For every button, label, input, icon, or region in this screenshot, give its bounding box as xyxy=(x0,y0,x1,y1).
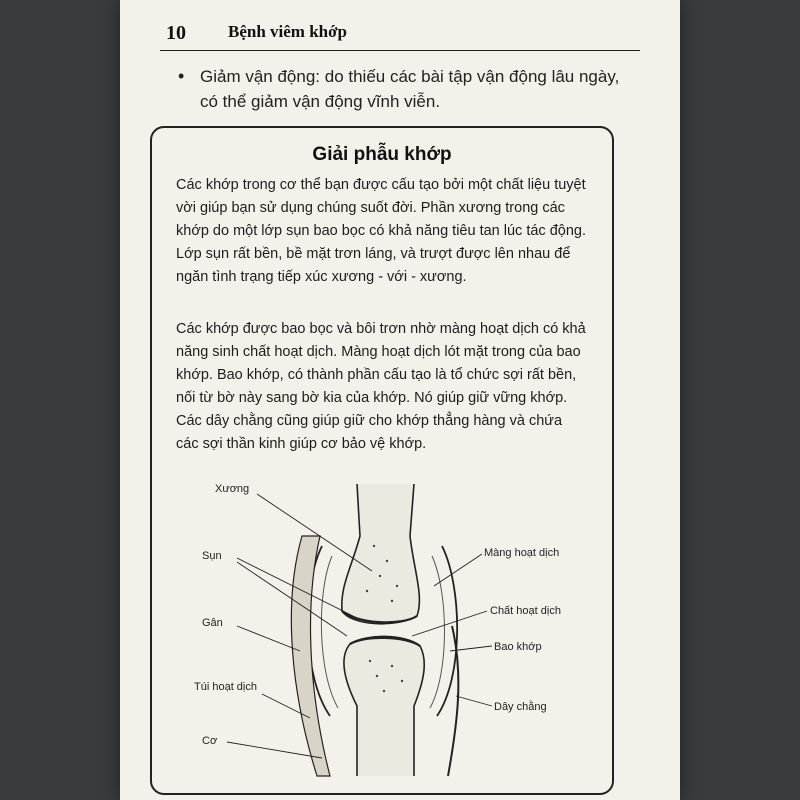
ligament-shape xyxy=(448,626,458,776)
box-paragraph-1: Các khớp trong cơ thể bạn được cấu tạo bởi một chất liệu tuyệt vời giúp bạn sử dụng chúng suốt đời. Phần xương trong các khớp do một lớp sụn bao bọc có khả năng tiêu tan lúc tác động. Lớp sụn rất bền, bề mặt trơn láng, và trượt được lên nhau để ngăn tình trạng tiếp xúc xương - với - xương. xyxy=(176,177,586,285)
bullet-item xyxy=(178,64,638,114)
running-title: Bệnh viêm khớp xyxy=(228,22,347,41)
upper-bone xyxy=(342,484,420,624)
label-ligament: Dây chằng xyxy=(494,701,547,713)
anatomy-box xyxy=(150,126,614,795)
box-title: Giải phẫu khớp xyxy=(312,144,452,165)
bullet-text: Giảm vận động: do thiếu các bài tập vận động lâu ngày, có thể giảm vận động vĩnh viễn. xyxy=(200,67,620,111)
label-synovial-membrane: Màng hoạt dịch xyxy=(484,547,560,559)
box-paragraph-2: Các khớp được bao bọc và bôi trơn nhờ màng hoạt dịch có khả năng sinh chất hoạt dịch. Màng hoạt dịch lót mặt trong của bao khớp. Bao khớp, có thành phần cấu tạo là tổ chức sợi rất bền, nối từ bờ này sang bờ kia của khớp. Nó giúp giữ vững khớp. Các dây chằng cũng giúp giữ cho khớp thẳng hàng và chứa các sợi thần kinh giúp cơ bảo vệ khớp. xyxy=(176,321,586,452)
label-bursa: Túi hoạt dịch xyxy=(194,681,257,693)
label-tendon: Gân xyxy=(202,617,223,629)
page-number: 10 xyxy=(166,22,186,44)
page-header xyxy=(160,20,640,51)
knee-joint-diagram xyxy=(152,476,612,791)
label-synovial-fluid: Chất hoạt dịch xyxy=(490,605,561,617)
label-cartilage: Sụn xyxy=(202,550,222,562)
book-page xyxy=(120,0,680,800)
lower-bone xyxy=(344,638,424,776)
muscle xyxy=(291,536,330,776)
bullet-dot-icon: • xyxy=(178,66,185,86)
label-bone: Xương xyxy=(215,483,250,495)
label-muscle: Cơ xyxy=(202,735,218,747)
label-capsule: Bao khớp xyxy=(494,641,542,653)
